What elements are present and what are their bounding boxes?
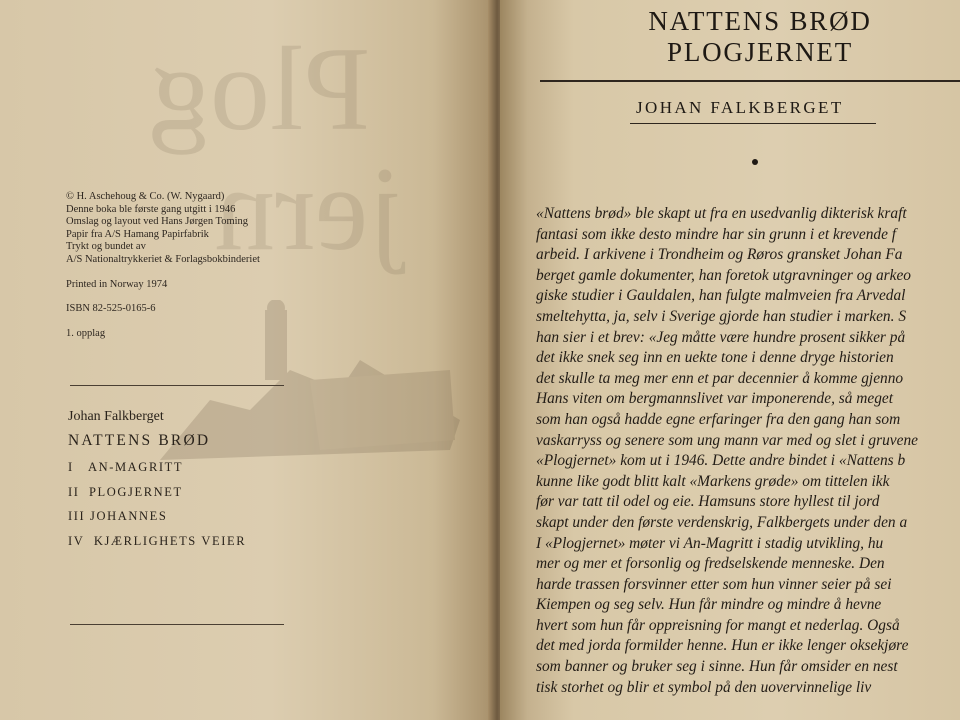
body-line: han sier i et brev: «Jeg måtte være hundre prosent sikker på — [536, 328, 906, 346]
edition-line: 1. opplag — [66, 327, 106, 339]
printer-name-line: A/S Nationaltrykkeriet & Forlagsbokbinderiet — [66, 253, 260, 265]
first-edition-line: Denne boka ble første gang utgitt i 1946 — [66, 203, 236, 215]
volume-number: IV — [68, 533, 85, 548]
body-text — [536, 204, 960, 698]
volume-number: III — [68, 509, 86, 523]
colophon — [66, 191, 260, 340]
printed-by-line: Trykt og bundet av — [66, 241, 146, 253]
body-line: harde trassen forsvinner etter som hun vinner seier på sei — [536, 575, 892, 593]
body-line: Hans viten om bergmannslivet var imponerende, så meget — [536, 390, 894, 408]
title-rule — [540, 80, 960, 82]
ornament-dot — [752, 159, 758, 165]
body-line: berget gamle dokumenter, han foretok utgravninger og arkeo — [536, 266, 911, 284]
copyright-line: © H. Aschehoug & Co. (W. Nygaard) — [66, 191, 225, 202]
body-line: «Plogjernet» kom ut i 1946. Dette andre bindet i «Nattens b — [536, 452, 906, 470]
body-line: skapt under den første verdenskrig, Falkbergets under den a — [536, 513, 908, 531]
volume-item — [68, 485, 246, 510]
body-line: hvert som hun får oppreisning for mangt et nederlag. Også — [536, 616, 900, 634]
title-line-2: PLOGJERNET — [667, 37, 853, 67]
book-title — [560, 6, 960, 68]
body-line: det med jorda formilder henne. Hun er ikke lenger oksekjøre — [536, 637, 909, 655]
body-line: kunne like godt blitt kalt «Markens grøde» om tittelen ikk — [536, 472, 890, 490]
divider — [70, 624, 284, 625]
volume-number: I — [68, 460, 74, 474]
body-line: Kiempen og seg selv. Hun får mindre og mindre å hevne — [536, 596, 882, 614]
volume-title: KJÆRLIGHETS VEIER — [93, 533, 247, 548]
author-rule — [630, 123, 876, 124]
cover-design-line: Omslag og layout ved Hans Jørgen Toming — [66, 216, 249, 228]
volume-list — [68, 460, 246, 558]
title-line-1: NATTENS BRØD — [648, 6, 872, 36]
body-line: før var tatt til odel og eie. Hamsuns store hyllest til jord — [536, 493, 880, 511]
volume-title: PLOGJERNET — [88, 484, 183, 499]
body-line: arbeid. I arkivene i Trondheim og Røros gransket Johan Fa — [536, 246, 903, 264]
body-line: fantasi som ikke desto mindre har sin grunn i et krevende f — [536, 225, 897, 243]
volume-item — [68, 509, 246, 534]
body-line: giske studier i Gauldalen, han fulgte malmveien fra Arvedal — [536, 287, 906, 305]
volume-title: AN-MAGRITT — [87, 460, 184, 474]
paper-line: Papir fra A/S Hamang Papirfabrik — [66, 228, 209, 240]
body-line: smeltehytta, ja, selv i Sverige gjorde han studier i marken. S — [536, 307, 907, 325]
volume-number: II — [68, 484, 80, 499]
author-heading: JOHAN FALKBERGET — [636, 98, 844, 117]
volume-item — [68, 460, 246, 485]
author-name: Johan Falkberget — [68, 409, 164, 424]
body-line: det ikke snek seg inn en uekte tone i denne dryge historien — [536, 349, 894, 367]
volume-item — [68, 534, 246, 559]
body-line: «Nattens brød» ble skapt ut fra en usedvanlig dikterisk kraft — [536, 205, 907, 222]
body-line: tisk storhet og blir et symbol på den uovervinnelige liv — [536, 678, 872, 696]
printed-in-line: Printed in Norway 1974 — [66, 278, 168, 290]
series-title: NATTENS BRØD — [68, 432, 211, 449]
body-line: vaskarryss og senere som ung mann var med og slet i gruvene — [536, 431, 918, 449]
show-through-text: Plog — [150, 22, 371, 155]
body-line: I «Plogjernet» møter vi An-Magritt i stadig utvikling, hu — [536, 534, 884, 552]
isbn-line: ISBN 82-525-0165-6 — [66, 303, 156, 315]
show-through-text: jern — [215, 142, 402, 275]
divider — [70, 385, 284, 386]
body-line: som banner og bruker seg i sinne. Hun får omsider en nest — [536, 658, 898, 676]
body-line: mer og mer et forsonlig og fredselskende menneske. Den — [536, 555, 885, 573]
volume-title: JOHANNES — [90, 509, 168, 523]
body-line: det skulle ta meg mer enn et par decennier å komme gjenno — [536, 369, 904, 387]
body-line: som han også hadde egne erfaringer fra den gang han som — [536, 410, 901, 428]
